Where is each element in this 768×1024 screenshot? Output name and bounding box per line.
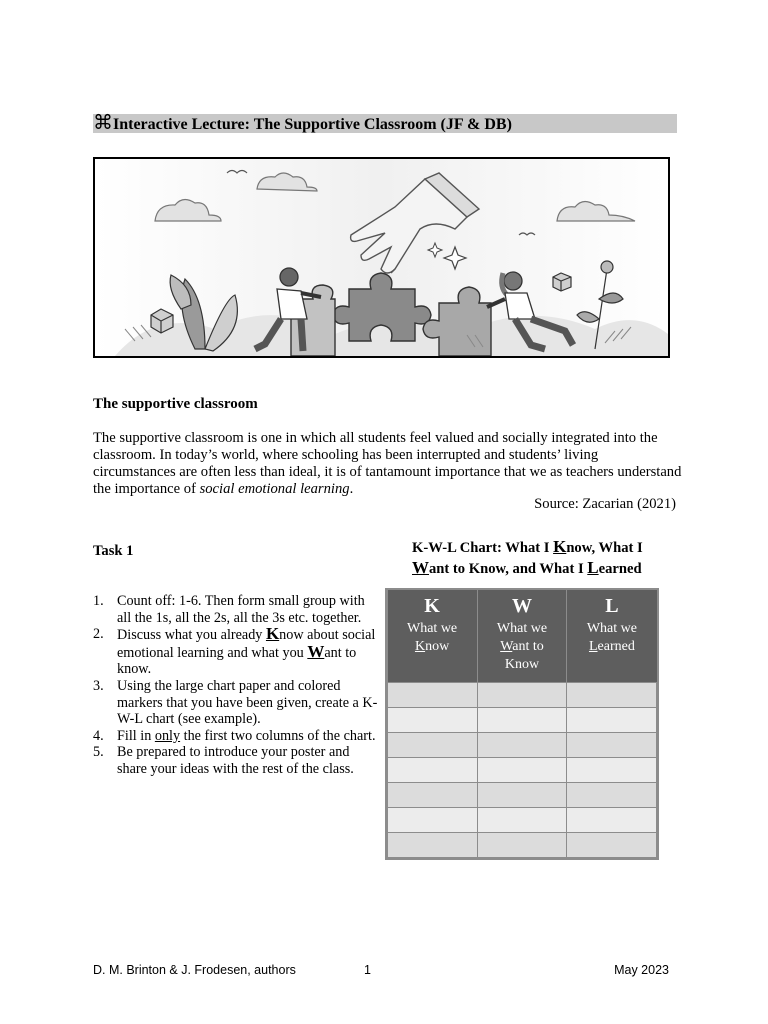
kwl-cell	[388, 733, 478, 758]
kwl-cell	[477, 683, 567, 708]
kwl-chart-table	[385, 588, 659, 860]
intro-paragraph	[93, 430, 683, 498]
kwl-row	[388, 833, 657, 858]
footer-authors: D. M. Brinton & J. Frodesen, authors	[93, 963, 296, 977]
column-sub-rest: ant to	[512, 639, 544, 654]
intro-period: .	[349, 481, 354, 497]
kwl-cell	[567, 683, 657, 708]
task-item	[93, 728, 378, 745]
source-citation: Source: Zacarian (2021)	[534, 496, 676, 512]
column-sub: Know	[504, 657, 540, 672]
task-emphasis: only	[154, 727, 181, 744]
kwl-cell	[388, 833, 478, 858]
kwl-cell	[388, 708, 478, 733]
task-heading: Task 1	[93, 543, 134, 559]
task-text: now about social emotional learning and what you	[117, 627, 376, 661]
column-initial: W	[500, 639, 513, 654]
column-sub: What we	[407, 621, 458, 636]
column-letter: W	[511, 595, 532, 617]
illustration-frame	[93, 157, 670, 358]
kwl-column-w	[477, 590, 567, 683]
kwl-cell	[477, 833, 567, 858]
column-sub	[480, 638, 565, 656]
kwl-cell	[388, 783, 478, 808]
column-sub: What we	[496, 621, 548, 636]
task-item	[93, 593, 378, 626]
kwl-cell	[567, 833, 657, 858]
kwl-cell	[567, 758, 657, 783]
column-sub: What we	[586, 621, 637, 636]
task-item	[93, 626, 378, 678]
column-sub-rest: earned	[597, 639, 635, 654]
task-k-letter: K	[265, 624, 280, 644]
kwl-title-k: K	[553, 537, 567, 556]
task-text: Using the large chart paper and colored markers that you have been given, create a K-W-L chart (see example).	[117, 677, 378, 728]
kwl-row	[388, 683, 657, 708]
task-number: 5.	[93, 744, 104, 761]
page-title	[93, 111, 512, 136]
task-text: Discuss what you already	[117, 627, 266, 644]
kwl-title-part: K-W-L Chart: What I	[412, 540, 554, 556]
kwl-row	[388, 708, 657, 733]
kwl-title-part: now, What I	[566, 540, 643, 556]
kwl-row	[388, 783, 657, 808]
intro-text: The supportive classroom is one in which all students feel valued and socially integrated into the classroom. In today’s world, where schooling has been interrupted and students’ living circumstances are often less than ideal, it is of tantamount importance that we as teachers understand the importance of	[93, 430, 682, 497]
kwl-title-l: L	[587, 558, 599, 577]
kwl-cell	[477, 783, 567, 808]
kwl-row	[388, 758, 657, 783]
kwl-cell	[477, 808, 567, 833]
task-text: Be prepared to introduce your poster and share your ideas with the rest of the class.	[117, 744, 354, 777]
kwl-title-w: W	[412, 558, 429, 577]
page-title-text: Interactive Lecture: The Supportive Classroom (JF & DB)	[113, 116, 512, 133]
column-sub-rest: now	[425, 639, 450, 654]
kwl-chart-title	[412, 537, 677, 579]
kwl-title-part: earned	[598, 561, 642, 577]
kwl-column-l	[567, 590, 657, 683]
kwl-row	[388, 808, 657, 833]
task-text: Count off: 1-6. Then form small group with all the 1s, all the 2s, all the 3s etc. together.	[117, 593, 365, 626]
kwl-column-k	[388, 590, 478, 683]
puzzle-collaboration-illustration	[95, 159, 668, 356]
kwl-cell	[567, 733, 657, 758]
task-item	[93, 744, 378, 777]
kwl-cell	[567, 808, 657, 833]
column-sub	[390, 638, 475, 656]
column-sub	[569, 638, 654, 656]
kwl-cell	[388, 758, 478, 783]
footer-date: May 2023	[614, 963, 669, 977]
kwl-cell	[567, 783, 657, 808]
task-item	[93, 678, 378, 728]
column-letter: K	[424, 595, 440, 617]
kwl-row	[388, 733, 657, 758]
kwl-cell	[477, 708, 567, 733]
command-icon: ⌘	[93, 110, 113, 134]
task-text: ant to know.	[117, 644, 357, 678]
kwl-cell	[477, 758, 567, 783]
section-heading: The supportive classroom	[93, 396, 258, 412]
kwl-title-part: ant to Know, and What I	[429, 561, 588, 577]
column-letter: L	[605, 595, 619, 617]
task-number: 1.	[93, 593, 104, 609]
task-number: 4.	[93, 727, 104, 744]
task-text: the first two columns of the chart.	[180, 727, 376, 744]
intro-italic-term: social emotional learning	[199, 481, 350, 497]
task-list	[93, 593, 378, 778]
kwl-cell	[388, 808, 478, 833]
column-initial: K	[414, 639, 426, 654]
task-number: 2.	[93, 626, 104, 643]
column-initial: L	[588, 639, 598, 654]
task-w-letter: W	[307, 641, 325, 661]
footer-page-number: 1	[364, 963, 371, 977]
task-text: Fill in	[117, 727, 155, 744]
kwl-cell	[477, 733, 567, 758]
task-number: 3.	[93, 677, 104, 694]
kwl-cell	[567, 708, 657, 733]
kwl-cell	[388, 683, 478, 708]
